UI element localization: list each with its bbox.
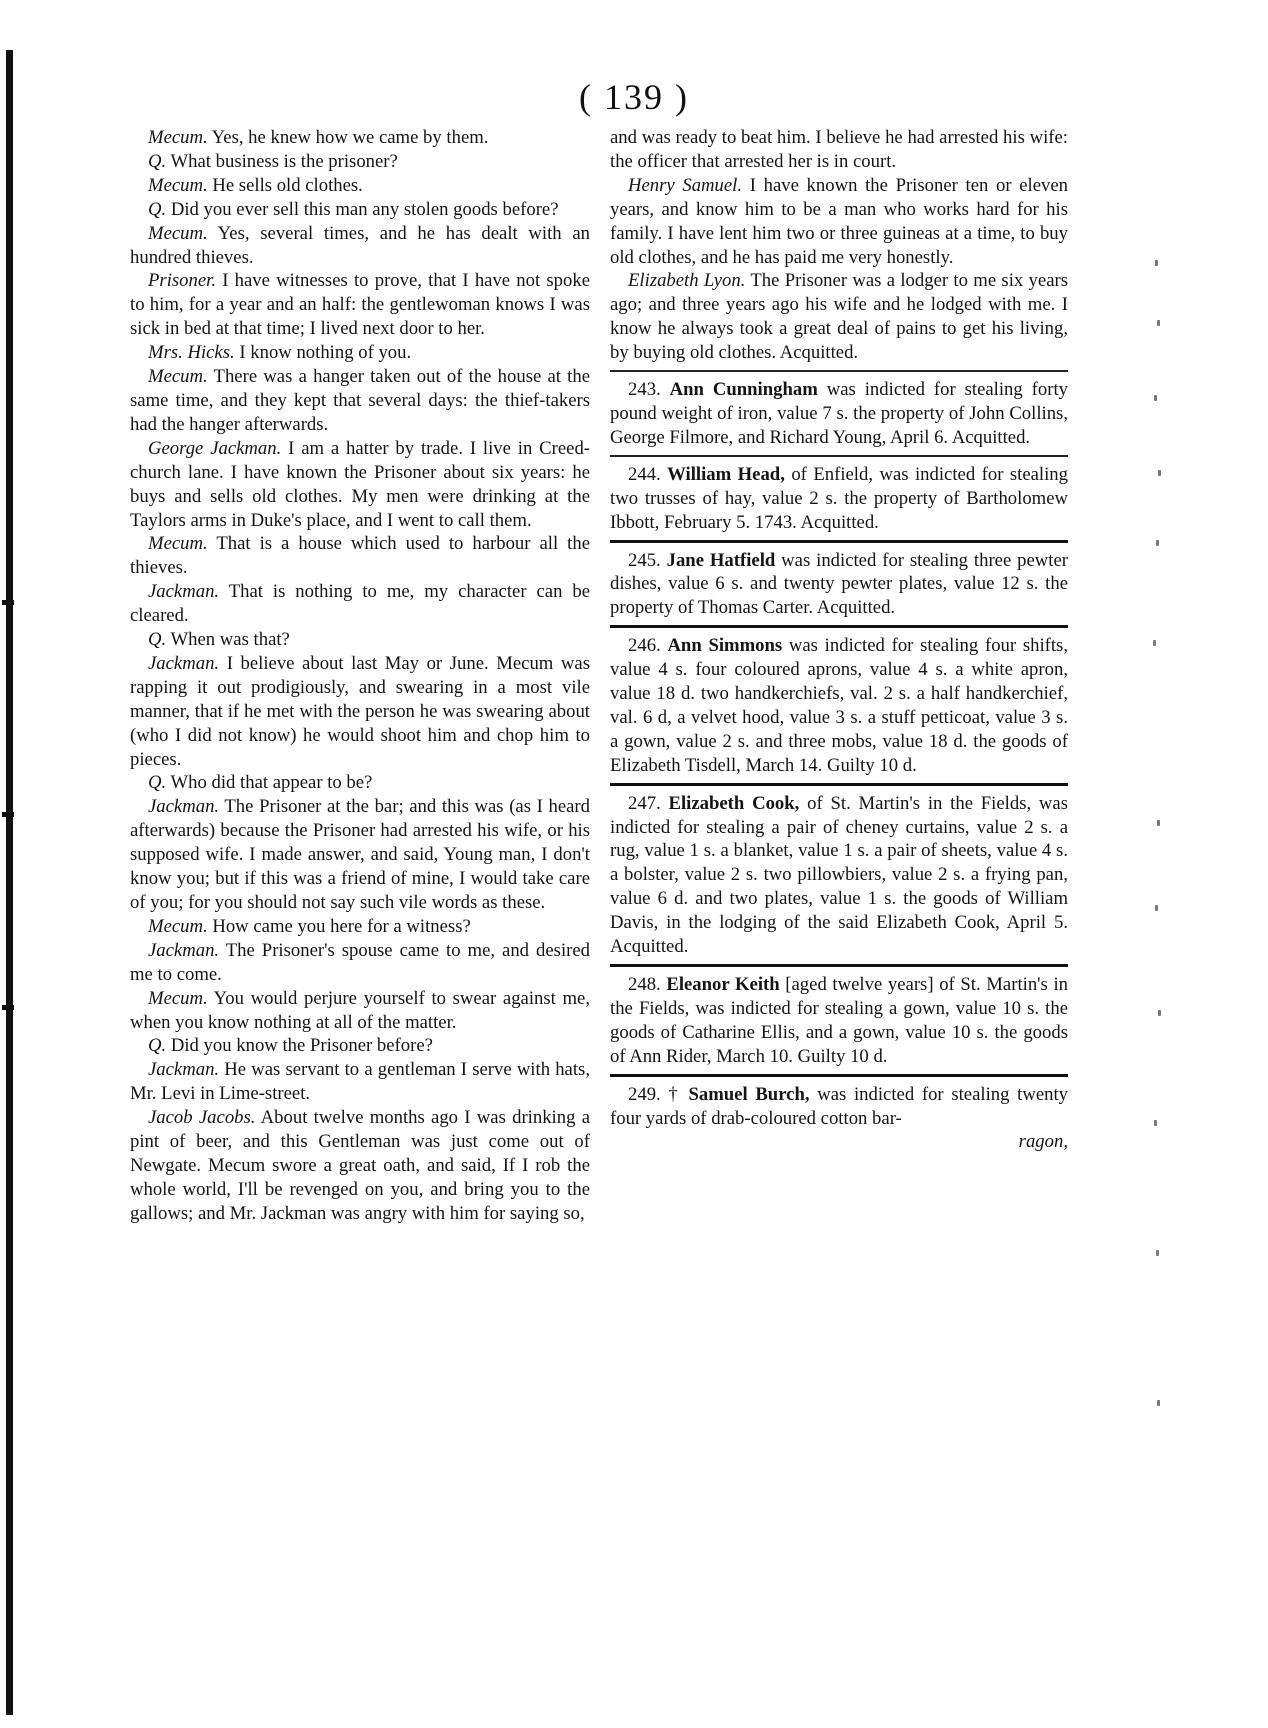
binding-mark [2, 1005, 14, 1010]
testimony-paragraph [130, 580, 590, 628]
testimony-paragraph [130, 652, 590, 772]
entry-divider [610, 455, 1068, 457]
trial-entry [610, 463, 1068, 535]
testimony-text: Did you ever sell this man any stolen goods before? [166, 198, 559, 220]
entry-text: was indicted for stealing twenty four yards of drab-coloured cotton bar- [610, 1083, 1069, 1129]
scan-speck [1157, 320, 1160, 326]
testimony-text: The Prisoner at the bar; and this was (as I heard afterwards) because the Prisoner had arrested his wife, or his supposed wife. I made answer, and said, Young man, I don't know you; but if this was a friend of mine, I would take care of you; for you should not say such vile words as these. [130, 796, 590, 913]
page-number: ( 139 ) [579, 77, 689, 117]
defendant-name: Eleanor Keith [666, 974, 780, 995]
entry-divider [610, 964, 1068, 967]
testimony-paragraph [130, 1106, 590, 1226]
scan-speck [1156, 1250, 1159, 1256]
entry-divider [610, 783, 1068, 786]
continuation-text: and was ready to beat him. I believe he had arrested his wife: the officer that arrested her is in court. [610, 127, 1068, 172]
left-column [130, 126, 590, 1226]
speaker-name: Mecum. [148, 174, 208, 196]
speaker-name: Mrs. Hicks. [148, 342, 235, 364]
entry-number: 243. [628, 379, 661, 401]
speaker-name: Mecum. [148, 987, 208, 1009]
speaker-name: Jacob Jacobs. [148, 1107, 256, 1129]
entry-text: [aged twelve years] of St. Martin's in the Fields, was indicted for stealing a gown, value 10 s. the goods of Catharine Ellis, and a gown, value 10 s. the goods of Ann Rider, March 10. Guilty 10 d. [610, 974, 1068, 1067]
trial-entry [610, 792, 1068, 959]
defendant-name: Samuel Burch, [688, 1083, 810, 1105]
entry-number: 245. [628, 549, 661, 571]
testimony-text: That is nothing to me, my character can be cleared. [130, 581, 590, 627]
testimony-text: I am a hatter by trade. I live in Creed-church lane. I have known the Prisoner about six years: he buys and sells old clothes. My men were drinking at the Taylors arms in Duke's place, and I went to call them. [130, 437, 591, 531]
testimony-text: Who did that appear to be? [166, 772, 373, 794]
entry-text: of Enfield, was indicted for stealing two trusses of hay, value 2 s. the property of Bartholomew Ibbott, February 5. 1743. Acquitted. [610, 463, 1068, 533]
testimony-paragraph [130, 126, 590, 150]
entry-divider [610, 625, 1068, 628]
testimony-text: About twelve months ago I was drinking a pint of beer, and this Gentleman was just come out of Newgate. Mecum swore a great oath, and said, If I rob the whole world, I'll be revenged on you, and bring you to the gallows; and Mr. Jackman was angry with him for saying so, [130, 1107, 590, 1224]
speaker-name: Jackman. [148, 1059, 220, 1081]
testimony-text: When was that? [166, 629, 290, 651]
testimony-paragraph [130, 987, 590, 1035]
testimony-paragraph [610, 269, 1068, 365]
testimony-paragraph [130, 341, 590, 365]
speaker-name: George Jackman. [148, 437, 282, 459]
speaker-name: Prisoner. [148, 270, 217, 292]
scan-speck [1158, 470, 1161, 476]
scan-speck [1155, 905, 1158, 911]
testimony-text: Yes, he knew how we came by them. [207, 127, 489, 148]
speaker-name: Jackman. [148, 796, 220, 818]
scan-speck [1153, 640, 1156, 646]
trial-entry [610, 1083, 1068, 1131]
speaker-name: Jackman. [148, 652, 220, 674]
entry-divider [610, 1074, 1068, 1077]
scan-speck [1154, 395, 1157, 401]
trial-entry [610, 973, 1068, 1069]
testimony-text: I believe about last May or June. Mecum was rapping it out prodigiously, and swearing in a most vile manner, that if he met with the person he was swearing about (who I did not know) he would shoot him and chop him to pieces. [130, 652, 590, 770]
entry-number: 244. [628, 463, 661, 485]
testimony-paragraph [130, 222, 590, 270]
speaker-name: Q. [148, 772, 167, 794]
entry-number: 246. [628, 635, 661, 657]
testimony-text: Yes, several times, and he has dealt with an hundred thieves. [130, 222, 590, 268]
testimony-text: How came you here for a witness? [207, 915, 471, 937]
entry-divider [610, 370, 1068, 372]
speaker-name: Mecum. [148, 533, 208, 555]
testimony-text: That is a house which used to harbour all the thieves. [130, 533, 590, 579]
defendant-name: Jane Hatfield [666, 549, 776, 571]
binding-mark [2, 600, 14, 605]
testimony-paragraph [130, 1034, 590, 1058]
catchword: ragon, [1018, 1131, 1068, 1153]
trial-entry [610, 378, 1068, 450]
entry-text: of St. Martin's in the Fields, was indicted for stealing a pair of cheney curtains, value 2 s. a rug, value 1 s. a blanket, value 1 s. a pair of sheets, value 4 s. a bolster, value 2 s. two pillowbiers, value 2 s. a frying pan, value 6 d. and two plates, value 1 s. the goods of William Davis, in the lodging of the said Elizabeth Cook, April 5. Acquitted. [610, 792, 1068, 958]
testimony-paragraph [130, 198, 590, 222]
testimony-text: What business is the prisoner? [166, 150, 398, 172]
scan-speck [1154, 1120, 1157, 1126]
testimony-text: I know nothing of you. [234, 342, 412, 364]
testimony-text: There was a hanger taken out of the house at the same time, and they kept that several days: the thief-takers had the hanger afterwards. [130, 366, 590, 435]
binding-edge [6, 50, 13, 1715]
defendant-name: Elizabeth Cook, [668, 792, 800, 814]
testimony-paragraph [130, 795, 590, 915]
testimony-paragraph [610, 174, 1068, 270]
testimony-paragraph [130, 532, 590, 580]
defendant-name: Ann Simmons [667, 635, 783, 657]
speaker-name: Q. [148, 198, 167, 220]
scan-speck [1155, 260, 1158, 266]
witness-list [610, 174, 1068, 365]
speaker-name: Henry Samuel. [628, 174, 743, 196]
speaker-name: Mecum. [148, 127, 208, 148]
testimony-paragraph [130, 1058, 590, 1106]
testimony-text: Did you know the Prisoner before? [166, 1035, 433, 1057]
right-column [610, 126, 1068, 1154]
testimony-paragraph [130, 771, 590, 795]
testimony-paragraph [130, 628, 590, 652]
entry-number: 248. [628, 974, 661, 995]
speaker-name: Q. [148, 629, 167, 651]
testimony-text: I have witnesses to prove, that I have not spoke to him, for a year and an half: the gentlewoman knows I was sick in bed at that time; I lived next door to her. [130, 270, 590, 340]
scan-speck [1158, 1010, 1161, 1016]
trial-entry [610, 549, 1068, 621]
defendant-name: William Head, [667, 463, 785, 485]
speaker-name: Q. [148, 150, 167, 172]
binding-mark [2, 812, 14, 817]
entry-text: was indicted for stealing four shifts, value 4 s. four coloured aprons, value 4 s. a white apron, value 18 d. two handkerchiefs, val. 2 s. a half handkerchief, val. 6 d, a velvet hood, value 3 s. a stuff petticoat, value 3 s. a gown, value 2 s. and three mobs, value 18 d. the goods of Elizabeth Tisdell, March 14. Guilty 10 d. [610, 635, 1068, 776]
testimony-text: The Prisoner's spouse came to me, and desired me to come. [130, 939, 590, 985]
entry-text: was indicted for stealing three pewter dishes, value 6 s. and twenty pewter plates, value 12 s. the property of Thomas Carter. Acquitted. [610, 549, 1069, 619]
testimony-paragraph [130, 437, 590, 533]
speaker-name: Elizabeth Lyon. [628, 270, 746, 292]
entry-number: 249. † [628, 1083, 681, 1105]
testimony-text: You would perjure yourself to swear against me, when you know nothing at all of the matter. [130, 987, 590, 1033]
testimony-paragraph [130, 939, 590, 987]
testimony-text: I have known the Prisoner ten or eleven years, and know him to be a man who works hard for his family. I have lent him two or three guineas at a time, to buy old clothes, and he has paid me very honestly. [610, 174, 1068, 268]
trial-entry [610, 634, 1068, 777]
entry-text: was indicted for stealing forty pound weight of iron, value 7 s. the property of John Collins, George Filmore, and Richard Young, April 6. Acquitted. [610, 379, 1069, 448]
scan-speck [1157, 1400, 1160, 1406]
testimony-text: He was servant to a gentleman I serve with hats, Mr. Levi in Lime-street. [130, 1059, 590, 1105]
testimony-paragraph [130, 915, 590, 939]
testimony-text: The Prisoner was a lodger to me six years ago; and three years ago his wife and he lodged with me. I know he always took a great deal of pains to get his living, by buying old clothes. Acquitted. [610, 270, 1068, 364]
testimony-paragraph [130, 365, 590, 437]
scan-speck [1157, 820, 1160, 826]
testimony-paragraph [130, 269, 590, 341]
speaker-name: Q. [148, 1035, 167, 1057]
entry-number: 247. [628, 792, 661, 814]
speaker-name: Jackman. [148, 581, 220, 603]
defendant-name: Ann Cunningham [669, 379, 818, 401]
entry-divider [610, 540, 1068, 543]
speaker-name: Mecum. [148, 915, 208, 937]
testimony-paragraph [130, 150, 590, 174]
speaker-name: Jackman. [148, 939, 220, 961]
speaker-name: Mecum. [148, 366, 208, 388]
speaker-name: Mecum. [148, 222, 208, 244]
testimony-text: He sells old clothes. [207, 174, 363, 196]
scan-speck [1156, 540, 1159, 546]
testimony-paragraph [130, 174, 590, 198]
trial-entries [610, 370, 1068, 1130]
